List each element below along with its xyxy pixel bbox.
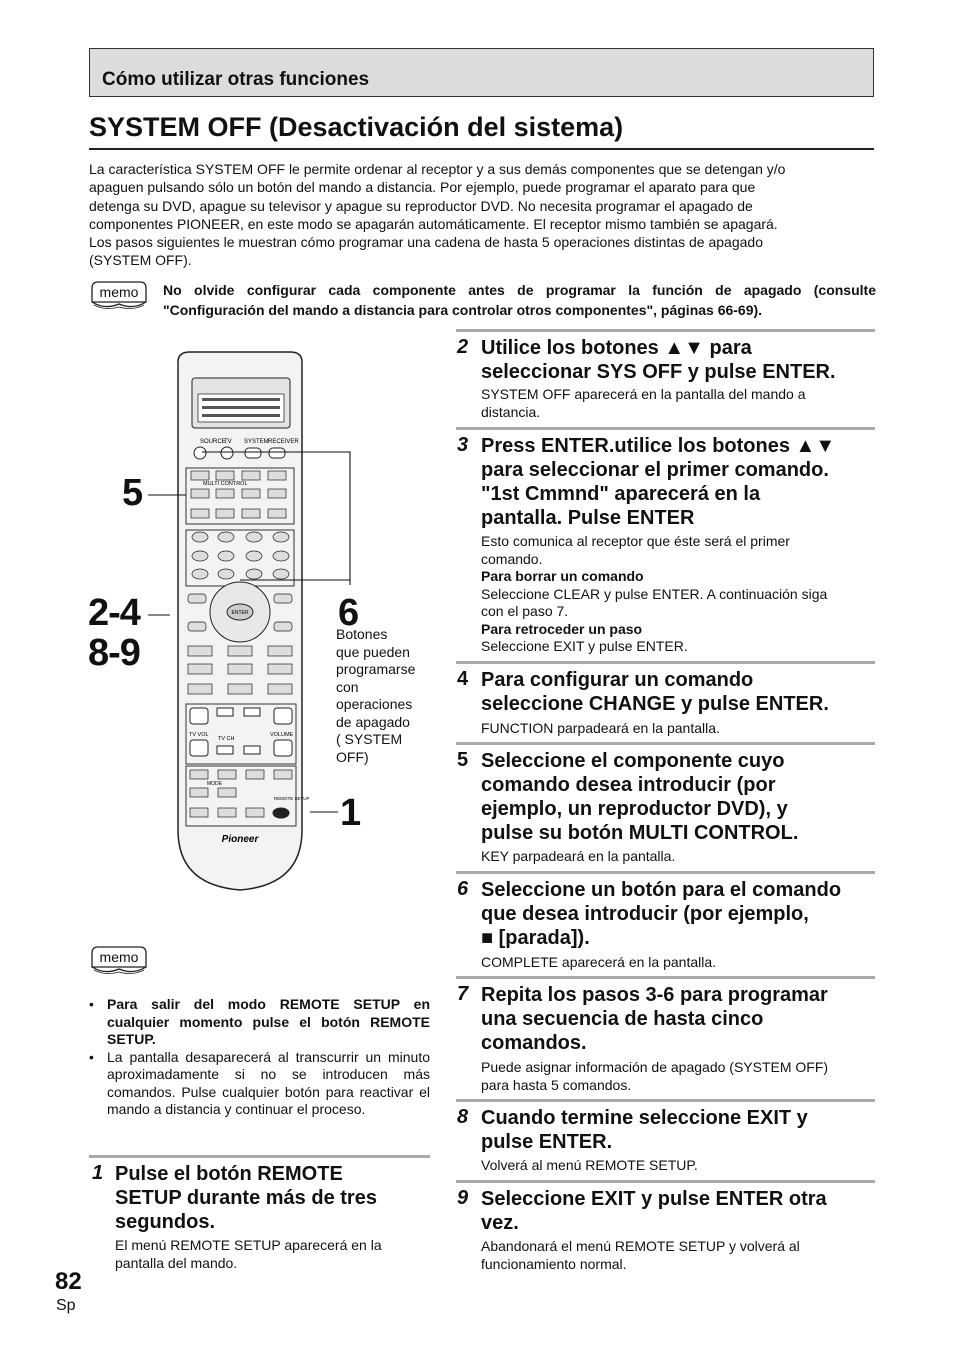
step-number: 9 bbox=[457, 1187, 469, 1209]
title-divider bbox=[89, 148, 874, 150]
step-body: El menú REMOTE SETUP aparecerá en la pantalla del mando. bbox=[115, 1237, 382, 1271]
figure-label-5: 5 bbox=[122, 472, 143, 514]
memo-bullets bbox=[89, 996, 430, 1119]
step-divider bbox=[456, 976, 875, 979]
figure-label-6: 6 bbox=[338, 592, 359, 634]
intro-line: componentes PIONEER, en este modo se apagarán automáticamente. El receptor mismo también se apagará. bbox=[89, 215, 778, 232]
step-divider bbox=[89, 1155, 430, 1158]
step-divider bbox=[456, 742, 875, 745]
enter-label: ENTER bbox=[231, 610, 249, 616]
page-number: 82 bbox=[55, 1268, 82, 1295]
brand-logo: Pioneer bbox=[221, 834, 259, 845]
source-label: SOURCE bbox=[200, 439, 226, 445]
intro-line: Los pasos siguientes le muestran cómo programar una cadena de hasta 5 operaciones distintas de apagado bbox=[89, 234, 763, 251]
step-heading: Repita los pasos 3-6 para programar una secuencia de hasta cinco comandos. bbox=[481, 984, 828, 1054]
intro-paragraph bbox=[89, 160, 877, 270]
page-title: SYSTEM OFF (Desactivación del sistema) bbox=[89, 112, 624, 142]
step-body: KEY parpadeará en la pantalla. bbox=[481, 848, 676, 864]
memo-icon bbox=[90, 945, 148, 975]
caption-line: con bbox=[336, 678, 359, 695]
step-body: FUNCTION parpadeará en la pantalla. bbox=[481, 720, 720, 736]
step-body: SYSTEM OFF aparecerá en la pantalla del mando a distancia. bbox=[481, 386, 806, 420]
caption-line: OFF) bbox=[336, 748, 369, 765]
page-language: Sp bbox=[56, 1297, 76, 1314]
step-divider bbox=[456, 1099, 875, 1102]
sub-title: Para borrar un comando bbox=[481, 568, 644, 584]
step-heading: Pulse el botón REMOTE SETUP durante más de tres segundos. bbox=[115, 1163, 377, 1233]
step-body: Volverá al menú REMOTE SETUP. bbox=[481, 1157, 698, 1173]
intro-line: La característica SYSTEM OFF le permite ordenar al receptor y a sus demás componentes que se detengan y/o bbox=[89, 161, 786, 177]
sub-title: Para retroceder un paso bbox=[481, 620, 643, 637]
section-label: Cómo utilizar otras funciones bbox=[102, 69, 370, 90]
step-divider bbox=[456, 1180, 875, 1183]
intro-line: (SYSTEM OFF). bbox=[89, 252, 192, 269]
bullet-text: Para salir del modo REMOTE SETUP en cualquier momento pulse el botón REMOTE SETUP. bbox=[107, 996, 430, 1047]
step-number: 1 bbox=[92, 1162, 104, 1184]
step-heading: Seleccione el componente cuyo comando desea introducir (por ejemplo, un reproductor DVD), y pulse su botón MULTI CONTROL. bbox=[481, 750, 799, 844]
step-body: COMPLETE aparecerá en la pantalla. bbox=[481, 954, 717, 970]
tv-label: TV bbox=[224, 439, 232, 445]
mode-label: MODE bbox=[207, 781, 222, 787]
intro-line: apaguen pulsando sólo un botón del mando a distancia. Por ejemplo, puede programar el aparato para que bbox=[89, 179, 756, 196]
step-heading: Utilice los botones ▲▼ para seleccionar SYS OFF y pulse ENTER. bbox=[481, 337, 836, 383]
step-heading: Cuando termine seleccione EXIT y pulse ENTER. bbox=[481, 1107, 808, 1153]
caption-line: de apagado bbox=[336, 713, 410, 730]
step-number: 5 bbox=[457, 749, 469, 771]
caption-line: ( SYSTEM bbox=[336, 731, 403, 747]
step-heading: Seleccione EXIT y pulse ENTER otra vez. bbox=[481, 1188, 827, 1234]
step-number: 4 bbox=[457, 668, 469, 690]
memo-icon bbox=[90, 280, 148, 310]
step-number: 7 bbox=[457, 983, 469, 1005]
bullet-item: • Para salir del modo REMOTE SETUP en cualquier momento pulse el botón REMOTE SETUP. bbox=[89, 996, 430, 1047]
bullet-item: • La pantalla desaparecerá al transcurrir un minuto aproximadamente si no se introducen más comandos. Pulse cualquier botón para reactivar el mando a distancia y continuar el proceso. bbox=[89, 1048, 430, 1117]
multi-control-label: MULTI CONTROL bbox=[203, 481, 248, 487]
caption-line: programarse bbox=[336, 661, 416, 677]
bullet-text: La pantalla desaparecerá al transcurrir un minuto aproximadamente si no se introducen más comandos. Pulse cualquier botón para reactivar el mando a distancia y continuar el proceso. bbox=[107, 1048, 430, 1117]
tv-vol-label: TV VOL bbox=[189, 732, 209, 738]
figure-label-8-9: 8-9 bbox=[88, 632, 140, 674]
step-heading: Seleccione un botón para el comando que desea introducir (por ejemplo, ■ [parada]). bbox=[481, 879, 842, 949]
memo-note: No olvide configurar cada componente antes de programar la función de apagado (consulte "Configuración del mando a distancia para controlar otros componentes", páginas 66-69). bbox=[163, 282, 876, 318]
intro-line: detenga su DVD, apague su televisor y apague su reproductor DVD. No necesita programar el apagado de bbox=[89, 197, 753, 214]
step-body: Puede asignar información de apagado (SYSTEM OFF) para hasta 5 comandos. bbox=[481, 1059, 829, 1093]
step-number: 6 bbox=[457, 878, 469, 900]
system-label: SYSTEM bbox=[244, 439, 269, 445]
remote-setup-label: REMOTE SETUP bbox=[274, 796, 310, 801]
receiver-label: RECEIVER bbox=[268, 439, 299, 445]
caption-line: que pueden bbox=[336, 643, 410, 660]
step-divider bbox=[456, 871, 875, 874]
figure-label-2-4: 2-4 bbox=[88, 592, 140, 634]
callout-lines bbox=[140, 440, 360, 840]
step-number: 8 bbox=[457, 1106, 469, 1128]
memo-icon-label: memo bbox=[99, 949, 139, 965]
step-heading: Para configurar un comando seleccione CHANGE y pulse ENTER. bbox=[481, 669, 829, 715]
step-number: 2 bbox=[457, 336, 469, 358]
step-number: 3 bbox=[457, 434, 469, 456]
tv-ch-label: TV CH bbox=[218, 736, 235, 742]
step-divider bbox=[456, 427, 875, 430]
caption-line: Botones bbox=[336, 626, 388, 642]
step-divider bbox=[456, 661, 875, 664]
caption-line: operaciones bbox=[336, 696, 413, 712]
step-body: Abandonará el menú REMOTE SETUP y volverá al funcionamiento normal. bbox=[481, 1238, 800, 1272]
section-header-band bbox=[89, 48, 874, 97]
figure-label-1: 1 bbox=[340, 792, 361, 834]
buttons-caption bbox=[336, 626, 426, 766]
volume-label: VOLUME bbox=[270, 732, 294, 738]
step-divider bbox=[456, 329, 875, 332]
step-body: Esto comunica al receptor que éste será el primer comando. Para borrar un comando Seleccione CLEAR y pulse ENTER. A continuación siga con el paso 7. Para retroceder un paso Seleccione EXIT y pulse ENTER. bbox=[481, 533, 876, 656]
step-heading: Press ENTER.utilice los botones ▲▼ para seleccionar el primer comando. "1st Cmmnd" aparecerá en la pantalla. Pulse ENTER bbox=[481, 435, 836, 529]
memo-icon-label: memo bbox=[99, 284, 139, 300]
